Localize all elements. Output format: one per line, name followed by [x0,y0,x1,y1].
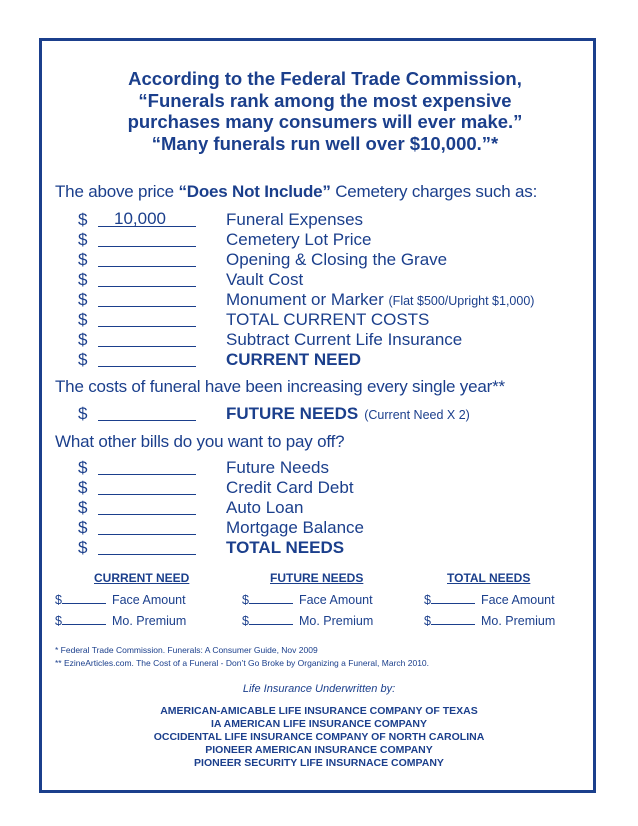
amount-field[interactable] [98,266,196,267]
bills-question: What other bills do you want to pay off? [55,432,345,451]
dollar-sign: $ [78,498,88,517]
row-label: CURRENT NEED [226,350,362,369]
amount-field[interactable] [98,420,196,421]
increasing-costs-text: The costs of funeral have been increasing every single year** [55,377,505,396]
premium-label: Mo. Premium [111,614,187,628]
amount-field[interactable] [98,366,196,367]
row-label: Future Needs [226,458,329,477]
company-name: OCCIDENTAL LIFE INSURANCE COMPANY OF NORTH CAROLINA [153,731,485,743]
amount-field[interactable] [98,286,196,287]
footnote: * Federal Trade Commission. Funerals: A Consumer Guide, Nov 2009 [55,645,318,655]
dollar-sign: $ [55,614,62,628]
face-amount-label: Face Amount [298,593,373,607]
amount-blank[interactable] [62,603,106,604]
intro-text [55,182,537,202]
column-head-future-needs: FUTURE NEEDS [270,571,364,585]
total-mo-premium[interactable] [424,614,555,628]
headline-line: “Many funerals run well over $10,000.”* [151,132,499,154]
amount-field[interactable] [98,326,196,327]
amount-field[interactable] [98,554,196,555]
amount-field[interactable] [98,474,196,475]
dollar-sign: $ [78,270,88,289]
dollar-sign: $ [78,210,88,229]
row-label: Funeral Expenses [226,210,364,229]
company-name: PIONEER AMERICAN INSURANCE COMPANY [205,744,433,756]
dollar-sign: $ [78,330,88,349]
amount-blank[interactable] [249,624,293,625]
amount-blank[interactable] [249,603,293,604]
dollar-sign: $ [78,478,88,497]
amount-field[interactable] [98,494,196,495]
amount-field[interactable] [98,346,196,347]
company-list [0,705,638,770]
amount-field[interactable] [98,306,196,307]
dollar-sign: $ [78,404,88,423]
dollar-sign: $ [242,614,249,628]
future-mo-premium[interactable] [242,614,373,628]
row-label [226,404,470,424]
amount-field[interactable] [98,514,196,515]
dollar-sign: $ [78,518,88,537]
dollar-sign: $ [78,250,88,269]
company-name: PIONEER SECURITY LIFE INSURNACE COMPANY [194,757,444,769]
dollar-sign: $ [55,593,62,607]
amount-blank[interactable] [431,603,475,604]
future-face-amount[interactable] [242,593,373,607]
row-label: Auto Loan [226,498,304,517]
row-label: Opening & Closing the Grave [226,250,448,269]
amount-field[interactable] [98,534,196,535]
row-label: TOTAL CURRENT COSTS [226,310,430,329]
dollar-sign: $ [78,350,88,369]
amount-blank[interactable] [62,624,106,625]
row-label: Subtract Current Life Insurance [226,330,463,349]
row-label: TOTAL NEEDS [226,538,345,557]
headline-line: “Funerals rank among the most expensive [138,89,512,111]
row-label: Credit Card Debt [226,478,354,497]
column-head-current-need: CURRENT NEED [94,571,190,585]
row-label [226,290,534,310]
face-amount-label: Face Amount [111,593,186,607]
amount-field[interactable] [98,246,196,247]
amount-blank[interactable] [431,624,475,625]
intro-suffix: Cemetery charges such as: [330,182,538,201]
intro-bold: “Does Not Include” [178,182,331,201]
row-label: Vault Cost [226,270,304,289]
dollar-sign: $ [78,538,88,557]
row-label-text: FUTURE NEEDS [226,404,359,423]
intro-prefix: The above price [55,182,179,201]
dollar-sign: $ [78,230,88,249]
current-mo-premium[interactable] [55,614,186,628]
footnote: ** EzineArticles.com. The Cost of a Funeral - Don’t Go Broke by Organizing a Funeral, March 2010. [55,658,430,668]
amount-value: 10,000 [114,209,166,228]
row-note: (Flat $500/Upright $1,000) [388,294,535,308]
company-name: AMERICAN-AMICABLE LIFE INSURANCE COMPANY OF TEXAS [160,705,478,717]
row-label: Mortgage Balance [226,518,364,537]
dollar-sign: $ [78,458,88,477]
company-name: IA AMERICAN LIFE INSURANCE COMPANY [210,718,428,730]
headline [60,68,590,154]
dollar-sign: $ [424,593,431,607]
current-face-amount[interactable] [55,593,186,607]
underwritten-by: Life Insurance Underwritten by: [242,683,396,695]
dollar-sign: $ [78,310,88,329]
row-label: Cemetery Lot Price [226,230,372,249]
dollar-sign: $ [242,593,249,607]
dollar-sign: $ [78,290,88,309]
row-label-text: Monument or Marker [226,290,384,309]
headline-line: purchases many consumers will ever make.” [127,111,523,132]
premium-label: Mo. Premium [298,614,374,628]
face-amount-label: Face Amount [480,593,555,607]
premium-label: Mo. Premium [480,614,556,628]
column-head-total-needs: TOTAL NEEDS [447,571,531,585]
dollar-sign: $ [424,614,431,628]
total-face-amount[interactable] [424,593,555,607]
headline-line: According to the Federal Trade Commission, [128,68,522,89]
row-note: (Current Need X 2) [364,408,470,422]
